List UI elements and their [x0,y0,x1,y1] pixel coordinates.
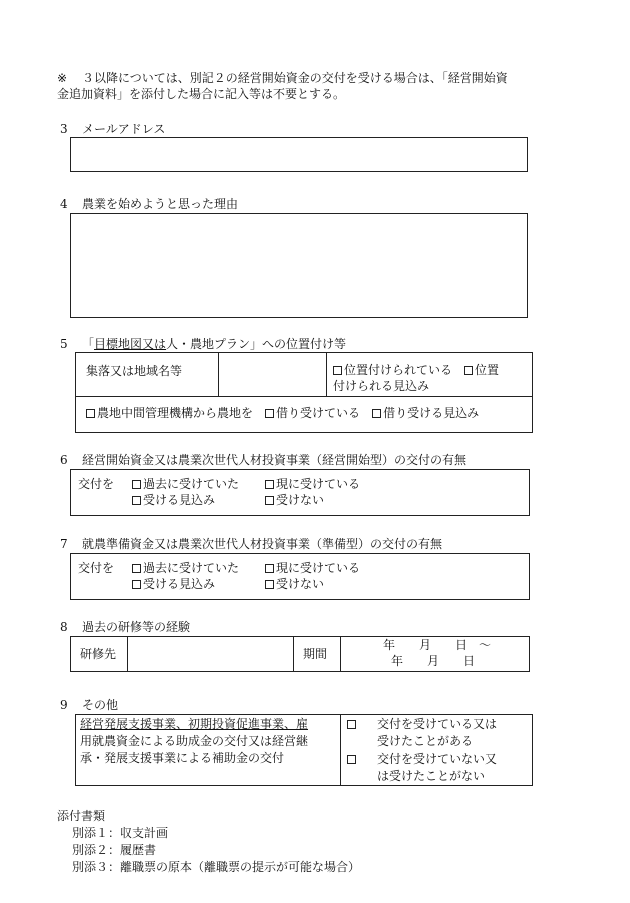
option-positioned-label: 位置付けられている [344,363,453,377]
option-s7-expected-label: 受ける見込み [143,577,216,591]
section-7-number: 7 [60,537,68,551]
checkbox-s6-expected[interactable] [132,496,141,505]
trainer-label: 研修先 [80,647,117,661]
option-s7-past-label: 過去に受けていた [143,561,240,575]
note-line-1: ３以降については、別記２の経営開始資金の交付を受ける場合は、「経営開始資 [82,71,508,85]
intermediate-org-label: 農地中間管理機構から農地を [97,406,254,420]
section-5-number: 5 [60,337,68,351]
option-expected-positioned-label-a: 位置 [475,363,500,377]
section-4-number: 4 [60,197,68,211]
start-fund-lead: 交付を [78,477,115,491]
checkbox-s7-expected[interactable] [132,580,141,589]
attachment-2: 別添２：履歴書 [72,843,157,857]
option-expected-positioned-label-b: 付けられる見込み [333,379,430,393]
option-s6-none-label: 受けない [276,493,325,507]
option-s6-current-label: 現に受けている [276,477,361,491]
other-desc-line-2: 用就農資金による助成金の交付又は経営継 [80,734,309,748]
option-s6-expected-label: 受ける見込み [143,493,216,507]
period-label: 期間 [303,647,328,661]
option-leasing-label: 借り受けている [276,406,361,420]
farming-reason-field[interactable] [70,213,528,318]
checkbox-s7-current[interactable] [265,564,274,573]
checkbox-positioned[interactable] [333,366,342,375]
area-name-label: 集落又は地域名等 [86,364,183,378]
checkbox-s9-not-received[interactable] [347,755,356,764]
option-s9-not-received-a: 交付を受けていない又 [377,752,498,766]
section-3-title: メールアドレス [82,122,166,136]
other-desc-line-3: 承・発展支援事業による補助金の交付 [80,751,285,765]
option-s7-none-label: 受けない [276,577,325,591]
section-6-number: 6 [60,453,68,467]
section-5-title-underlined: 目標地図又は [94,337,167,351]
email-address-field[interactable] [70,137,528,172]
section-3-number: 3 [60,122,68,136]
section-8-title: 過去の研修等の経験 [82,620,191,634]
option-s9-not-received-b: は受けたことがない [377,769,486,783]
checkbox-s6-none[interactable] [265,496,274,505]
area-name-field[interactable] [219,353,325,395]
checkbox-intermediate-org[interactable] [86,409,95,418]
section-9-title: その他 [82,698,119,712]
positioning-table-divider [75,396,533,397]
checkbox-s6-current[interactable] [265,480,274,489]
section-7-title: 就農準備資金又は農業次世代人材投資事業（準備型）の交付の有無 [82,537,443,551]
checkbox-expected-positioned[interactable] [464,366,473,375]
period-line-2: 年 月 日 [391,654,476,668]
attachments-title: 添付書類 [57,809,106,823]
section-8-number: 8 [60,620,68,634]
section-5-title: 「目標地図又は人・農地プラン」への位置付け等 [82,337,347,351]
attachment-1: 別添１：収支計画 [72,826,169,840]
option-leasing-expected-label: 借り受ける見込み [383,406,480,420]
period-line-1: 年 月 日 ～ [383,638,492,652]
option-s7-current-label: 現に受けている [276,561,361,575]
option-s9-received-b: 受けたことがある [377,734,474,748]
checkbox-s6-past[interactable] [132,480,141,489]
note-line-2: 金追加資料」を添付した場合に記入等は不要とする。 [57,87,346,101]
section-6-title: 経営開始資金又は農業次世代人材投資事業（経営開始型）の交付の有無 [82,453,467,467]
checkbox-leasing[interactable] [265,409,274,418]
checkbox-s9-received[interactable] [347,720,356,729]
checkbox-leasing-expected[interactable] [372,409,381,418]
attachment-3: 別添３：離職票の原本（離職票の提示が可能な場合） [72,860,361,874]
note-mark: ※ [57,71,68,85]
option-s9-received-a: 交付を受けている又は [377,717,498,731]
option-s6-past-label: 過去に受けていた [143,477,240,491]
checkbox-s7-none[interactable] [265,580,274,589]
checkbox-s7-past[interactable] [132,564,141,573]
section-9-number: 9 [60,698,68,712]
trainer-field[interactable] [128,637,292,671]
section-4-title: 農業を始めようと思った理由 [82,197,239,211]
other-desc-line-1: 経営発展支援事業、初期投資促進事業、雇 [80,717,309,731]
prep-fund-lead: 交付を [78,561,115,575]
